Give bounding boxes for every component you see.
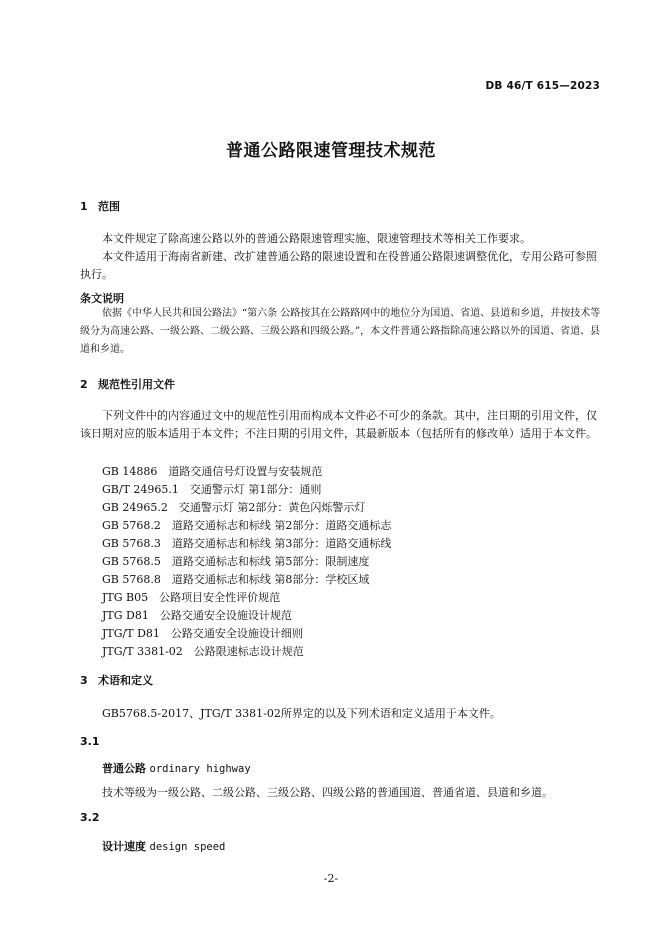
term-3-1-name — [102, 760, 251, 776]
reference-item: JTG B05 公路项目安全性评价规范 — [102, 591, 281, 604]
section-2-title: 规范性引用文件 — [98, 378, 175, 391]
term-3-2-name — [102, 838, 225, 854]
term-3-2-number: 3.2 — [80, 811, 100, 824]
clause-note-title: 条文说明 — [80, 292, 124, 305]
page-title: 普通公路限速管理技术规范 — [226, 141, 436, 161]
section-3-number: 3 — [80, 674, 88, 687]
reference-item: GB 5768.8 道路交通标志和标线 第8部分：学校区域 — [102, 573, 370, 586]
term-3-1-name-cn: 普通公路 — [102, 762, 146, 775]
reference-item: GB 24965.2 交通警示灯 第2部分：黄色闪烁警示灯 — [102, 501, 366, 514]
section-1-paragraph-1: 本文件规定了除高速公路以外的普通公路限速管理实施、限速管理技术等相关工作要求。 — [102, 232, 531, 245]
reference-item: JTG D81 公路交通安全设施设计规范 — [102, 609, 292, 622]
reference-item: JTG/T D81 公路交通安全设施设计细则 — [102, 627, 303, 640]
section-3-intro: GB5768.5-2017、JTG/T 3381-02所界定的以及下列术语和定义适用于本文件。 — [102, 707, 501, 720]
term-3-2-name-en: design speed — [149, 841, 226, 853]
section-1-title: 范围 — [98, 200, 120, 213]
section-3-title: 术语和定义 — [98, 674, 153, 687]
section-3-heading — [80, 672, 153, 688]
section-1-number: 1 — [80, 200, 88, 213]
reference-item: GB/T 24965.1 交通警示灯 第1部分：通则 — [102, 483, 322, 496]
term-3-1-definition: 技术等级为一级公路、二级公路、三级公路、四级公路的普通国道、普通省道、县道和乡道。 — [102, 786, 553, 799]
section-2-heading — [80, 376, 175, 392]
clause-note-text: 依据《中华人民共和国公路法》“第六条 公路按其在公路路网中的地位分为国道、省道、县道和乡道，并按技术等级分为高速公路、一级公路、二级公路、三级公路和四级公路。”，本文件普通公路指除高速公路以外的国道、省道、县道和乡道。 — [80, 308, 601, 355]
reference-item: JTG/T 3381-02 公路限速标志设计规范 — [102, 645, 304, 658]
reference-item: GB 5768.5 道路交通标志和标线 第5部分：限制速度 — [102, 555, 370, 568]
section-1-paragraph-2: 本文件适用于海南省新建、改扩建普通公路的限速设置和在役普通公路限速调整优化，专用公路可参照执行。 — [80, 250, 597, 281]
reference-item: GB 14886 道路交通信号灯设置与安装规范 — [102, 465, 323, 478]
document-number: DB 46/T 615—2023 — [485, 80, 600, 92]
term-3-1-number: 3.1 — [80, 735, 100, 748]
section-1-heading — [80, 198, 120, 214]
reference-item: GB 5768.3 道路交通标志和标线 第3部分：道路交通标线 — [102, 537, 392, 550]
term-3-2-name-cn: 设计速度 — [102, 840, 146, 853]
reference-item: GB 5768.2 道路交通标志和标线 第2部分：道路交通标志 — [102, 519, 392, 532]
section-2-number: 2 — [80, 378, 88, 391]
term-3-1-name-en: ordinary highway — [149, 763, 251, 775]
page-number: -2- — [323, 872, 339, 885]
section-2-intro: 下列文件中的内容通过文中的规范性引用而构成本文件必不可少的条款。其中，注日期的引用文件，仅该日期对应的版本适用于本文件；不注日期的引用文件，其最新版本（包括所有的修改单）适用于本文件。 — [80, 409, 597, 440]
